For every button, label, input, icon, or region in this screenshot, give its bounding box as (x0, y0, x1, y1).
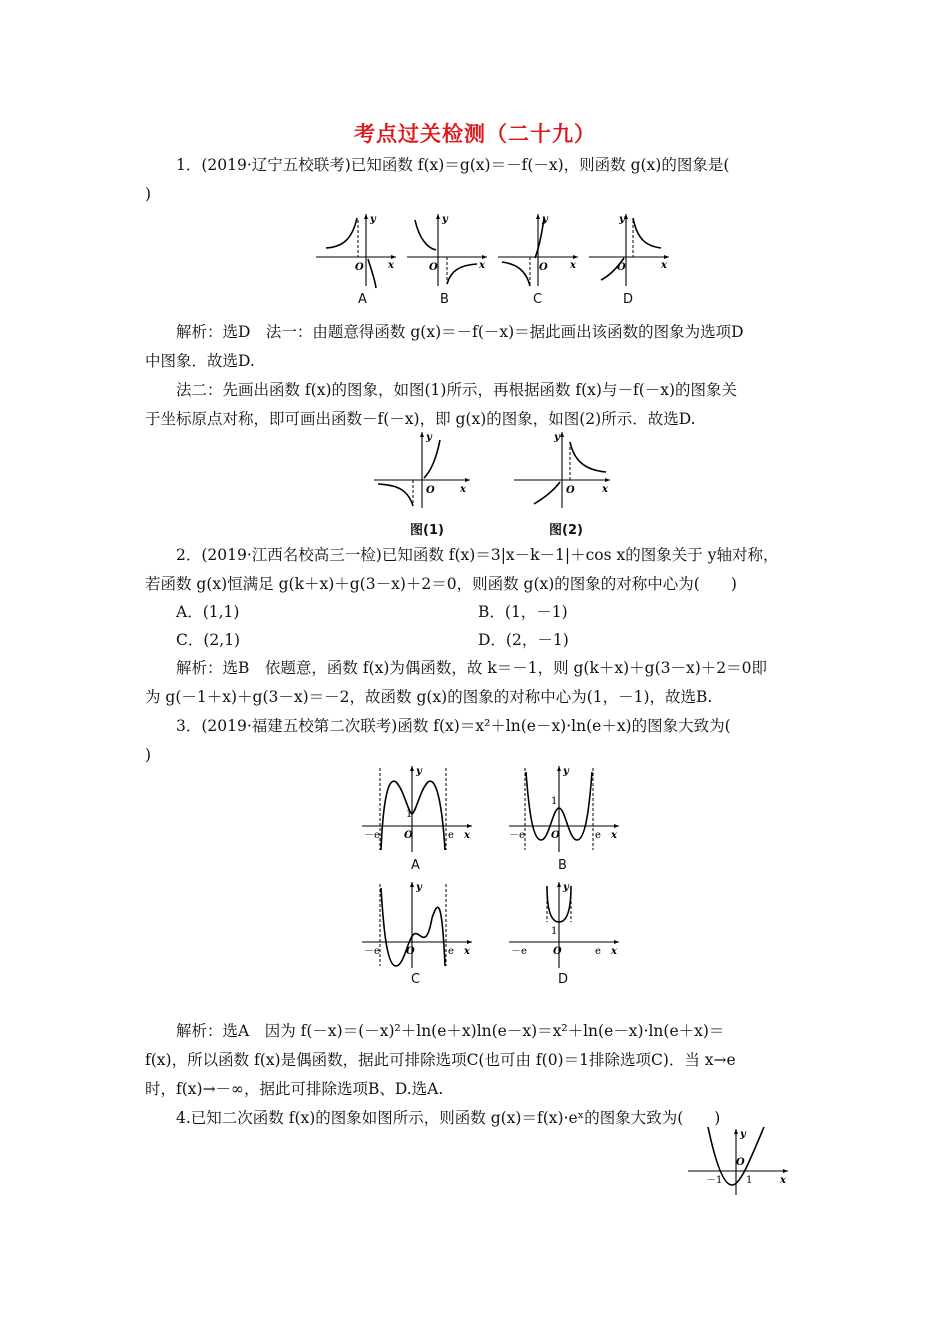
svg-text:x: x (602, 484, 608, 495)
svg-text:e: e (595, 946, 601, 957)
q1-stem-close: ) (145, 185, 152, 203)
svg-text:O: O (426, 485, 435, 496)
svg-text:－1: －1 (706, 1175, 723, 1186)
svg-text:y: y (426, 432, 432, 443)
q1-graph-d (585, 210, 673, 290)
q1-choice-a-label: A (358, 292, 367, 307)
svg-text:x: x (780, 1175, 786, 1186)
q2-solution-2: 为 g(－1＋x)＋g(3－x)＝－2，故函数 g(x)的图象的对称中心为(1，－1)，故选B. (145, 688, 713, 706)
svg-text:y: y (416, 766, 422, 777)
svg-text:e: e (448, 830, 454, 841)
svg-text:O: O (553, 946, 562, 957)
q1-choice-b-label: B (440, 292, 449, 307)
q3-stem-close: ) (145, 746, 152, 764)
svg-text:x: x (479, 260, 485, 271)
svg-text:－e: －e (364, 946, 380, 957)
q2-stem-2: 若函数 g(x)恒满足 g(k＋x)＋g(3－x)＋2＝0，则函数 g(x)的图象的对称中心为( ) (145, 575, 737, 593)
q3-choice-d-label: D (558, 972, 569, 987)
q4-stem: 4.已知二次函数 f(x)的图象如图所示，则函数 g(x)＝f(x)·eˣ的图象大致为( ) (176, 1109, 721, 1127)
figure-1-caption: 图(1) (410, 523, 444, 538)
svg-text:y: y (563, 766, 569, 777)
svg-text:O: O (736, 1157, 745, 1168)
svg-text:e: e (448, 946, 454, 957)
svg-text:e: e (595, 830, 601, 841)
svg-text:x: x (611, 946, 617, 957)
q1-choice-d-label: D (623, 292, 634, 307)
svg-text:O: O (551, 830, 560, 841)
q1-graph-a (312, 210, 400, 290)
q1-graph-c (494, 210, 582, 290)
solution-figure-1 (372, 428, 472, 510)
svg-text:x: x (460, 484, 466, 495)
svg-text:y: y (554, 432, 560, 443)
svg-text:x: x (611, 830, 617, 841)
svg-text:O: O (566, 485, 575, 496)
q2-option-c: C．(2,1) (176, 631, 241, 649)
svg-text:y: y (542, 214, 548, 225)
q3-graph-d (507, 878, 623, 970)
svg-text:O: O (429, 262, 438, 273)
q3-graph-c (360, 878, 476, 970)
svg-text:O: O (404, 830, 413, 841)
solution-figure-2 (512, 428, 612, 510)
svg-text:O: O (617, 262, 626, 273)
svg-text:1: 1 (746, 1175, 753, 1186)
q2-option-d: D．(2，－1) (478, 631, 569, 649)
svg-text:x: x (464, 946, 470, 957)
q4-graph (686, 1125, 792, 1197)
svg-text:y: y (416, 882, 422, 893)
q1-solution-3: 法二：先画出函数 f(x)的图象，如图(1)所示，再根据函数 f(x)与－f(－x)的图象关 (176, 381, 738, 399)
q1-choice-c-label: C (533, 292, 543, 307)
svg-text:x: x (661, 260, 667, 271)
q2-solution-1: 解析：选B 依题意，函数 f(x)为偶函数，故 k＝－1，则 g(k＋x)＋g(3－x)＋2＝0即 (176, 659, 767, 677)
svg-text:y: y (740, 1129, 746, 1140)
q1-solution-4: 于坐标原点对称，即可画出函数－f(－x)，即 g(x)的图象，如图(2)所示．故选D. (145, 410, 696, 428)
svg-text:－e: －e (364, 830, 380, 841)
page-title: 考点过关检测（二十九） (354, 121, 596, 146)
q3-choice-c-label: C (411, 972, 421, 987)
svg-text:O: O (355, 262, 364, 273)
svg-text:y: y (619, 214, 625, 225)
q3-graph-b (507, 762, 623, 854)
svg-text:O: O (539, 262, 548, 273)
svg-text:x: x (388, 260, 394, 271)
q3-solution-1: 解析：选A 因为 f(－x)＝(－x)²＋ln(e＋x)ln(e－x)＝x²＋ln(e－x)·ln(e＋x)＝ (176, 1022, 725, 1040)
svg-text:x: x (464, 830, 470, 841)
y-axis-label: y (370, 214, 376, 225)
q2-option-a: A．(1,1) (176, 603, 240, 621)
svg-text:x: x (570, 260, 576, 271)
q2-stem: 2．(2019·江西名校高三一检)已知函数 f(x)＝3|x－k－1|＋cos x的图象关于 y轴对称， (176, 546, 779, 564)
svg-text:1: 1 (551, 926, 558, 937)
svg-text:－e: －e (509, 830, 525, 841)
svg-text:O: O (406, 946, 415, 957)
q3-choice-a-label: A (411, 858, 420, 873)
q1-solution-2: 中图象．故选D. (145, 352, 255, 370)
q3-choice-b-label: B (558, 858, 567, 873)
q3-graph-a (360, 762, 476, 854)
q3-solution-2: f(x)，所以函数 f(x)是偶函数，据此可排除选项C(也可由 f(0)＝1排除选项C)．当 x→e (145, 1051, 736, 1069)
q1-stem: 1．(2019·辽宁五校联考)已知函数 f(x)＝g(x)＝－f(－x)，则函数 g(x)的图象是( (176, 156, 730, 174)
q1-solution-1: 解析：选D 法一：由题意得函数 g(x)＝－f(－x)＝据此画出该函数的图象为选项D (176, 323, 744, 341)
q1-graph-b (403, 210, 491, 290)
q3-solution-3: 时，f(x)→－∞，据此可排除选项B、D.选A. (145, 1080, 444, 1098)
q3-stem: 3．(2019·福建五校第二次联考)函数 f(x)＝x²＋ln(e－x)·ln(e＋x)的图象大致为( (176, 717, 731, 735)
svg-text:－e: －e (511, 946, 527, 957)
q2-option-b: B．(1，－1) (478, 603, 568, 621)
svg-text:y: y (563, 882, 569, 893)
figure-2-caption: 图(2) (549, 523, 583, 538)
svg-text:1: 1 (551, 796, 558, 807)
svg-text:y: y (442, 214, 448, 225)
svg-text:1: 1 (406, 809, 413, 820)
